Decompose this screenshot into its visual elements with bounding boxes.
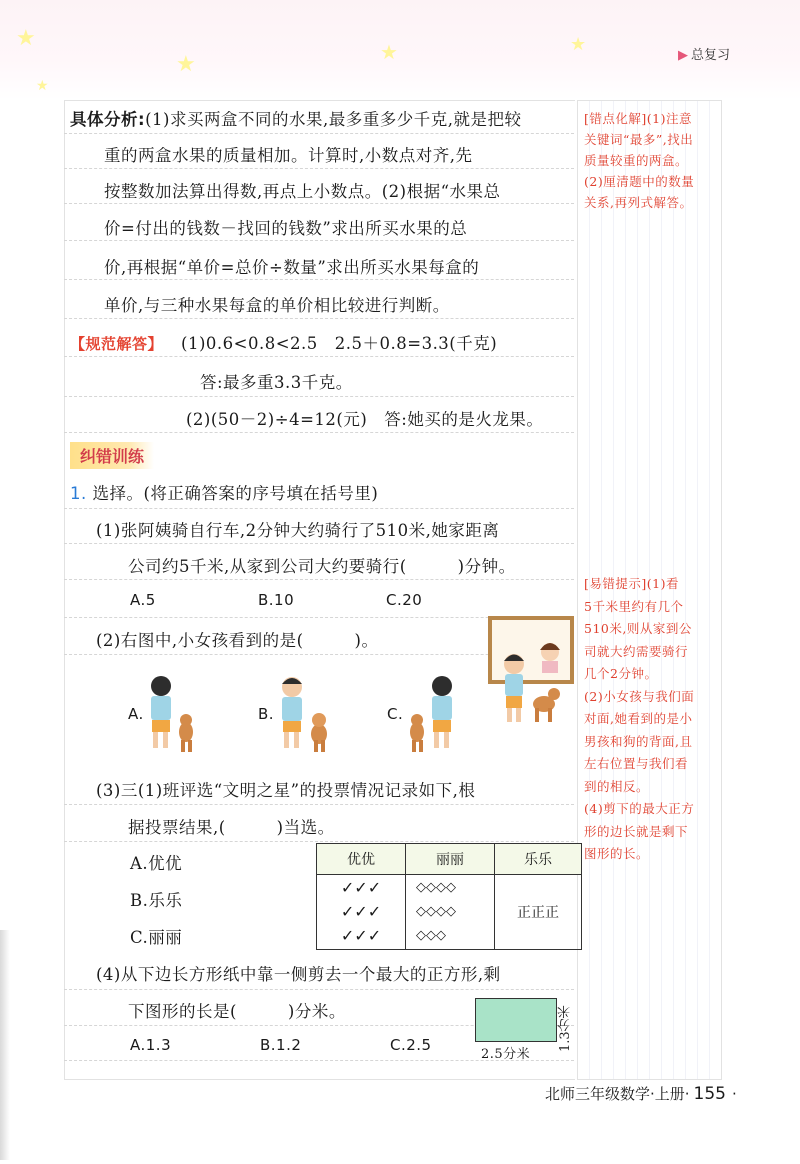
question-title: 1. 选择。(将正确答案的序号填在括号里) [70,484,379,503]
star-icon: ★ [176,52,196,77]
option-b[interactable]: B.10 [258,591,295,609]
option-b-picture [275,674,333,754]
option-a[interactable]: A.优优 [130,854,183,873]
ruled-line [64,508,574,510]
option-a[interactable]: A. [128,705,144,723]
error-tip-note: [易错提示](1)看 5千米里约有几个 510米,则从家到公 司就大约需要骑行 几个2分钟。 (2)小女孩与我们面 对面,她看到的是小 男孩和狗的背面,且 左右位置与我们看 到的相反。 (4)剪下的最大正方 形的边长就是剩下 图形的长。 [584,576,695,861]
error-resolution-note: [错点化解](1)注意 关键词“最多”,找出 质量较重的两盒。 (2)厘清题中的数量 关系,再列式解答。 [584,111,695,210]
ruled-line [64,279,574,281]
analysis-label: 具体分析: [70,110,146,129]
option-a[interactable]: A.1.3 [130,1036,172,1054]
paper-rectangle [475,998,557,1042]
table-cell: 正正正 [495,875,582,950]
question-part-2: (2)右图中,小女孩看到的是( )。 [96,631,379,650]
option-a-picture [144,674,200,754]
triangle-icon: ▶ [677,48,688,63]
ruled-line [64,240,574,242]
rect-height-label: 1.3分米 [558,1005,573,1052]
analysis-line: 价,再根据“单价=总价÷数量”求出所买水果每盒的 [104,258,480,277]
table-cell: ◇◇◇◇ ◇◇◇◇ ◇◇◇ [406,875,495,950]
option-b[interactable]: B.1.2 [260,1036,302,1054]
question-part-1: 公司约5千米,从家到公司大约要骑行( )分钟。 [128,557,516,576]
vote-table [316,843,582,950]
table-header: 丽丽 [406,844,495,875]
rect-width-label: 2.5分米 [481,1047,531,1062]
ruled-line [64,396,574,398]
ruled-line [64,804,574,806]
star-icon: ★ [16,26,36,51]
option-c[interactable]: C.2.5 [390,1036,432,1054]
ruled-line [64,543,574,545]
answer-line: (2)(50－2)÷4=12(元) 答:她买的是火龙果。 [186,410,544,429]
analysis-line: 单价,与三种水果每盒的单价相比较进行判断。 [104,296,450,315]
ruled-line [64,203,574,205]
option-b[interactable]: B.乐乐 [130,891,183,910]
answer-line: 答:最多重3.3千克。 [200,373,353,392]
option-c[interactable]: C. [387,705,404,723]
analysis-line: 按整数加法算出得数,再点上小数点。(2)根据“水果总 [104,182,501,201]
option-c-picture [404,674,460,754]
analysis-line: 价=付出的钱数－找回的钱数”求出所买水果的总 [104,219,468,238]
section-tag: ▶ 总复习 [677,48,730,63]
answer-label: 【规范解答】 [70,335,164,353]
ruled-line [64,579,574,581]
ruled-line [64,989,574,991]
question-part-1: (1)张阿姨骑自行车,2分钟大约骑行了510米,她家距离 [96,521,500,540]
question-part-3: 据投票结果,( )当选。 [128,818,335,837]
star-icon: ★ [36,78,49,94]
ruled-line [64,318,574,320]
ruled-line [64,432,574,434]
page-footer: 北师三年级数学·上册· 155 · [545,1084,737,1104]
analysis-line: 具体分析:(1)求买两盒不同的水果,最多重多少千克,就是把较 [70,110,522,129]
option-a[interactable]: A.5 [130,591,156,609]
star-icon: ★ [380,40,398,64]
question-part-4: (4)从下边长方形纸中靠一侧剪去一个最大的正方形,剩 [96,965,501,984]
star-icon: ★ [570,34,587,55]
option-b[interactable]: B. [258,705,275,723]
analysis-line: 重的两盒水果的质量相加。计算时,小数点对齐,先 [104,146,473,165]
question-part-3: (3)三(1)班评选“文明之星”的投票情况记录如下,根 [96,781,476,800]
answer-line: 【规范解答】 (1)0.6<0.8<2.5 2.5＋0.8=3.3(千克) [70,334,498,353]
option-c[interactable]: C.丽丽 [130,928,183,947]
ruled-line [64,356,574,358]
scan-edge [0,930,10,1160]
table-cell: ✓✓✓ ✓✓✓ ✓✓✓ [317,875,406,950]
question-part-4: 下图形的长是( )分米。 [128,1002,346,1021]
reference-picture [488,616,574,728]
drill-title: 纠错训练 [70,442,154,469]
table-header: 优优 [317,844,406,875]
option-c[interactable]: C.20 [386,591,423,609]
ruled-line [64,133,574,135]
ruled-line [64,168,574,170]
table-header: 乐乐 [495,844,582,875]
page-number: 155 [693,1084,726,1104]
